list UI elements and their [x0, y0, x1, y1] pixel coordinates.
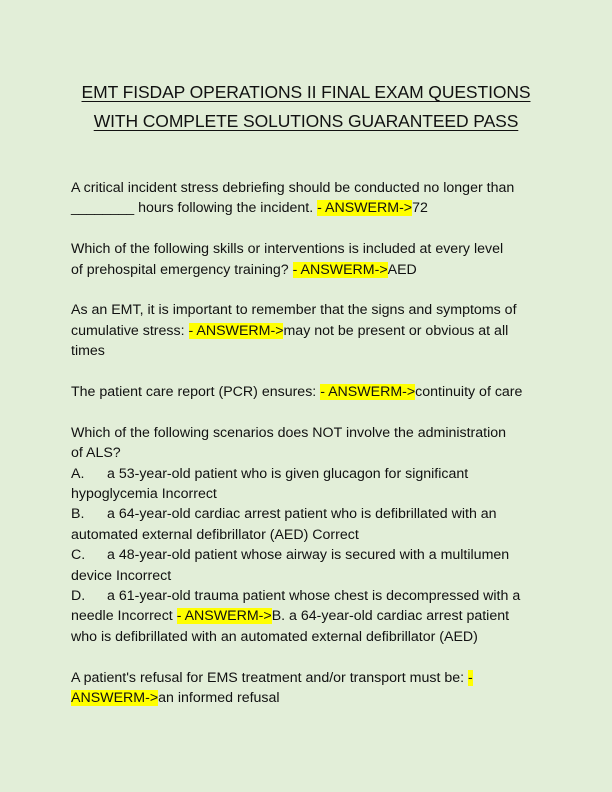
option-c	[71, 545, 543, 586]
option-text: a 61-year-old trauma patient whose chest is decompressed with a	[107, 588, 521, 605]
qa-item-4	[71, 382, 543, 402]
answer-marker: - ANSWERM->	[317, 200, 413, 217]
option-letter: A.	[71, 465, 85, 482]
question-text: of prehospital emergency training?	[71, 261, 289, 278]
answer-marker: - ANSWERM->	[176, 608, 272, 625]
question-text: Which of the following scenarios does NOT involve the administration	[71, 424, 507, 441]
option-text: a 48-year-old patient whose airway is secured with a multilumen	[107, 547, 510, 564]
title-line-2: WITH COMPLETE SOLUTIONS GUARANTEED PASS	[93, 111, 519, 131]
answer-text: AED	[387, 261, 417, 278]
answer-text: continuity of care	[415, 384, 523, 401]
answer-marker: - ANSWERM->	[188, 322, 284, 339]
qa-item-3	[71, 300, 543, 361]
question-text: cumulative stress:	[71, 322, 185, 339]
answer-marker: ANSWERM->	[71, 690, 159, 707]
option-letter: D.	[71, 588, 86, 605]
qa-item-1	[71, 178, 543, 219]
qa-item-5	[71, 423, 543, 647]
answer-text: times	[71, 343, 105, 360]
option-d	[71, 586, 543, 647]
question-text: The patient care report (PCR) ensures:	[71, 384, 317, 401]
answer-text: who is defibrillated with an automated external defibrillator (AED)	[71, 628, 478, 645]
question-text: of ALS?	[71, 445, 121, 462]
option-text: device Incorrect	[71, 567, 172, 584]
answer-text: 72	[412, 200, 428, 217]
answer-text: may not be present or obvious at all	[283, 322, 509, 339]
option-text: automated external defibrillator (AED) Correct	[71, 526, 359, 543]
question-text: Which of the following skills or interventions is included at every level	[71, 241, 504, 258]
option-text: a 53-year-old patient who is given glucagon for significant	[107, 465, 469, 482]
option-letter: C.	[71, 547, 86, 564]
qa-item-2	[71, 239, 543, 280]
question-text: A patient's refusal for EMS treatment and/or transport must be:	[71, 669, 465, 686]
question-text: A critical incident stress debriefing should be conducted no longer than	[71, 180, 515, 196]
answer-marker: -	[468, 669, 473, 686]
option-text: a 64-year-old cardiac arrest patient who is defibrillated with an	[107, 506, 497, 523]
answer-marker: - ANSWERM->	[292, 261, 388, 278]
answer-text: B. a 64-year-old cardiac arrest patient	[271, 608, 510, 625]
answer-text: an informed refusal	[158, 690, 280, 707]
qa-item-6	[71, 668, 543, 709]
title-line-1: EMT FISDAP OPERATIONS II FINAL EXAM QUESTIONS	[81, 82, 531, 102]
option-text: needle Incorrect	[71, 608, 173, 625]
option-letter: B.	[71, 506, 85, 523]
option-text: hypoglycemia Incorrect	[71, 486, 217, 503]
question-text: ________ hours following the incident.	[71, 200, 314, 217]
qa-list	[71, 178, 543, 729]
answer-marker: - ANSWERM->	[320, 384, 416, 401]
document-title	[0, 78, 612, 136]
option-b	[71, 504, 543, 545]
question-text: As an EMT, it is important to remember that the signs and symptoms of	[71, 302, 517, 319]
option-a	[71, 464, 543, 505]
